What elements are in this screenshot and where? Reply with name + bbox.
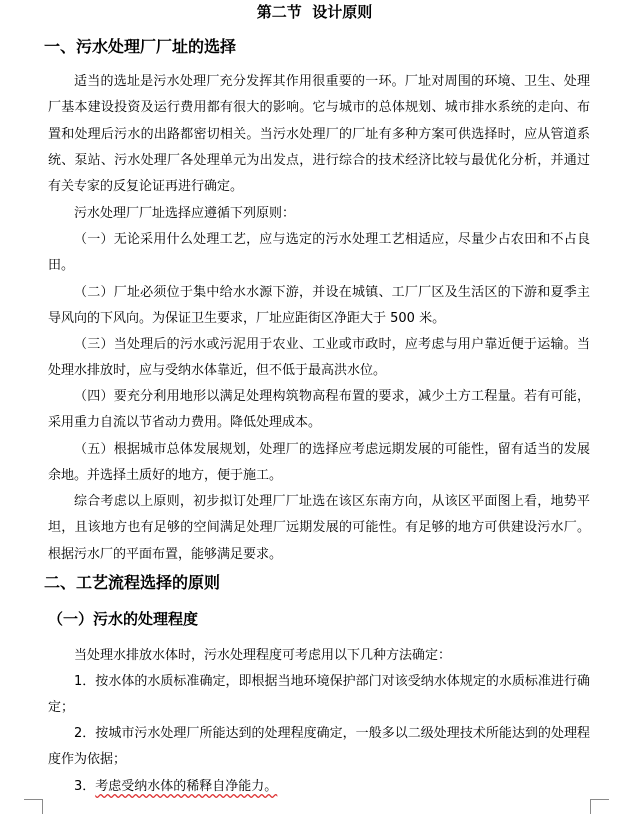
- heading-site-selection: 一、污水处理厂厂址的选择: [44, 37, 237, 56]
- paragraph-principle-4: （四）要充分利用地形以满足处理构筑物高程布置的要求，减少土方工程量。若有可能，采用重力自流以节省动力费用。降低处理成本。: [48, 389, 590, 431]
- list-item-method-3: [48, 774, 590, 800]
- heading-process-selection: 二、工艺流程选择的原则: [44, 573, 221, 592]
- list-item-method-2: 2．按城市污水处理厂所能达到的处理程度确定，一般多以二级处理技术所能达到的处理程度作为依据；: [48, 726, 590, 768]
- page-corner-mark-left: [24, 799, 43, 814]
- paragraph-site-importance: 适当的选址是污水处理厂充分发挥其作用很重要的一环。厂址对周围的环境、卫生、处理厂基本建设投资及运行费用都有很大的影响。它与城市的总体规划、城市排水系统的走向、布置和处理后污水的出路都密切相关。当污水处理厂的厂址有多种方案可供选择时，应从管道系统、泵站、污水处理厂各处理单元为出发点，进行综合的技术经济比较与最优化分析，并通过有关专家的反复论证再进行确定。: [48, 74, 590, 195]
- section-title: 第二节 设计原则: [256, 3, 373, 21]
- paragraph-principle-5: （五）根据城市总体发展规划，处理厂的选择应考虑远期发展的可能性，留有适当的发展余地。并选择土质好的地方，便于施工。: [48, 442, 590, 484]
- list-item-number: 3．: [74, 779, 96, 794]
- page-corner-mark-right: [590, 799, 609, 814]
- heading-treatment-degree: （一）污水的处理程度: [48, 610, 199, 628]
- paragraph-principle-1: （一）无论采用什么处理工艺，应与选定的污水处理工艺相适应，尽量少占农田和不占良田。: [48, 232, 590, 274]
- paragraph-principle-2: （二）厂址必须位于集中给水水源下游，并设在城镇、工厂厂区及生活区的下游和夏季主导风向的下风向。为保证卫生要求，厂址应距街区净距大于 500 米。: [48, 285, 590, 327]
- paragraph-treatment-methods-intro: 当处理水排放水体时，污水处理程度可考虑用以下几种方法确定：: [74, 648, 452, 663]
- list-item-method-1: 1．按水体的水质标准确定，即根据当地环境保护部门对该受纳水体规定的水质标准进行确定；: [48, 674, 590, 716]
- paragraph-principle-3: （三）当处理后的污水或污泥用于农业、工业或市政时，应考虑与用户靠近便于运输。当处理水排放时，应与受纳水体靠近，但不低于最高洪水位。: [48, 337, 590, 379]
- paragraph-principles-intro: 污水处理厂厂址选择应遵循下列原则：: [74, 206, 296, 221]
- paragraph-site-conclusion: 综合考虑以上原则，初步拟订处理厂厂址选在该区东南方向，从该区平面图上看，地势平坦，且该地方也有足够的空间满足处理厂远期发展的可能性。有足够的地方可供建设污水厂。根据污水厂的平面布置，能够满足要求。: [48, 494, 590, 562]
- list-item-text: 考虑受纳水体的稀释自净能力。: [95, 779, 278, 794]
